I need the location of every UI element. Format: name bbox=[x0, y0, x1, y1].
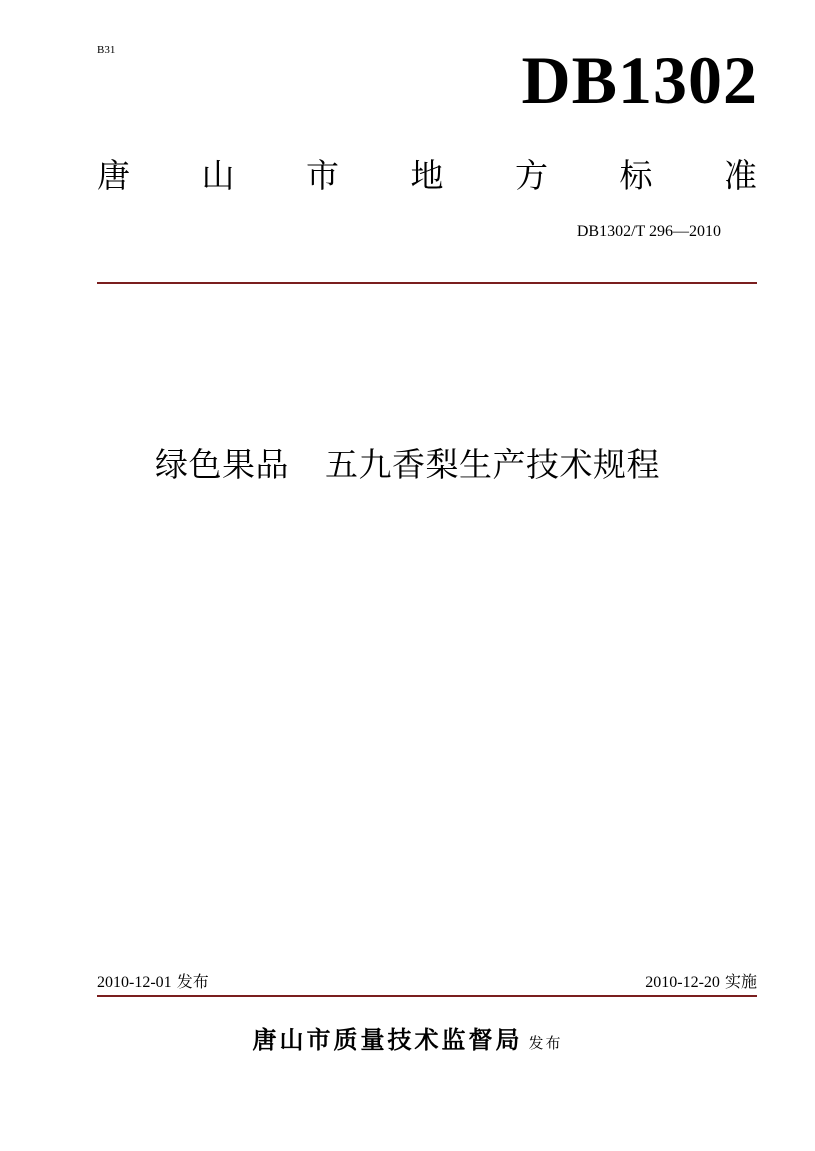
implementation-date bbox=[645, 970, 757, 995]
standard-type-char: 准 bbox=[724, 155, 757, 195]
bottom-divider bbox=[97, 995, 757, 997]
standard-type-char: 方 bbox=[515, 155, 548, 195]
standard-type-char: 唐 bbox=[97, 155, 130, 195]
standard-number: DB1302/T 296—2010 bbox=[576, 223, 721, 240]
standard-type-char: 山 bbox=[201, 155, 235, 195]
implementation-date-value: 2010-12-20 bbox=[645, 974, 720, 991]
standard-type-char: 地 bbox=[410, 155, 444, 195]
issue-date-value: 2010-12-01 bbox=[97, 974, 172, 991]
issuer-suffix: 发布 bbox=[528, 1034, 563, 1052]
standard-type-char: 市 bbox=[306, 155, 339, 195]
issue-date bbox=[97, 970, 209, 995]
issuer-name: 唐山市质量技术监督局 bbox=[252, 1026, 523, 1054]
issue-date-label: 发布 bbox=[176, 972, 209, 991]
document-title-part1: 绿色果品 bbox=[155, 445, 289, 484]
standard-type-char: 标 bbox=[619, 155, 653, 195]
document-title-part2: 五九香梨生产技术规程 bbox=[325, 445, 660, 484]
classification-code: B31 bbox=[97, 44, 116, 56]
top-divider bbox=[97, 282, 757, 284]
document-title bbox=[0, 440, 815, 490]
implementation-date-label: 实施 bbox=[724, 972, 757, 991]
issuer bbox=[0, 1020, 815, 1063]
standard-code: DB1302 bbox=[521, 42, 758, 118]
date-row bbox=[97, 970, 757, 994]
standard-type-title bbox=[97, 148, 757, 198]
